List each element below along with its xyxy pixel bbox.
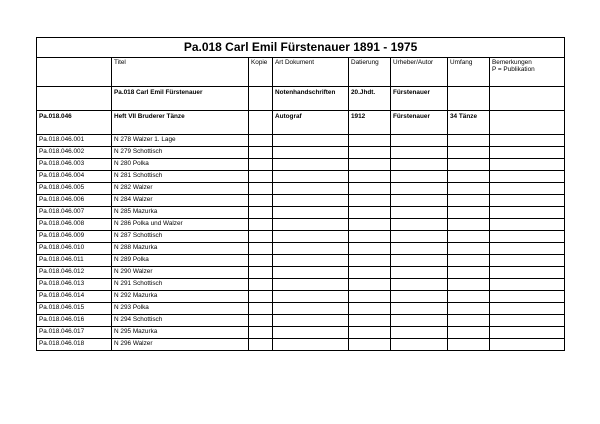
item-umfang — [448, 327, 490, 339]
item-kopie — [249, 267, 273, 279]
item-titel: N 291 Schottisch — [112, 279, 249, 291]
header-datierung: Datierung — [349, 58, 391, 87]
item-art — [273, 195, 349, 207]
heft-art: Autograf — [273, 111, 349, 135]
item-umfang — [448, 267, 490, 279]
item-urheber — [391, 231, 448, 243]
heft-urheber: Fürstenauer — [391, 111, 448, 135]
item-titel: N 293 Polka — [112, 303, 249, 315]
item-urheber — [391, 243, 448, 255]
item-signatur: Pa.018.046.015 — [37, 303, 112, 315]
item-kopie — [249, 327, 273, 339]
item-art — [273, 183, 349, 195]
item-bemerkungen — [490, 231, 565, 243]
item-signatur: Pa.018.046.001 — [37, 135, 112, 147]
table-row — [37, 171, 565, 183]
item-bemerkungen — [490, 279, 565, 291]
item-urheber — [391, 147, 448, 159]
table-row — [37, 135, 565, 147]
item-umfang — [448, 255, 490, 267]
item-umfang — [448, 195, 490, 207]
item-titel: N 281 Schottisch — [112, 171, 249, 183]
item-umfang — [448, 135, 490, 147]
item-umfang — [448, 207, 490, 219]
table-row — [37, 279, 565, 291]
item-art — [273, 339, 349, 351]
item-datierung — [349, 231, 391, 243]
item-datierung — [349, 327, 391, 339]
item-bemerkungen — [490, 171, 565, 183]
item-urheber — [391, 207, 448, 219]
item-kopie — [249, 171, 273, 183]
item-art — [273, 219, 349, 231]
item-titel: N 290 Walzer — [112, 267, 249, 279]
item-kopie — [249, 291, 273, 303]
inventory-table — [36, 37, 565, 351]
item-kopie — [249, 135, 273, 147]
item-bemerkungen — [490, 219, 565, 231]
item-datierung — [349, 171, 391, 183]
item-urheber — [391, 183, 448, 195]
item-urheber — [391, 279, 448, 291]
item-titel: N 284 Walzer — [112, 195, 249, 207]
item-datierung — [349, 267, 391, 279]
item-datierung — [349, 147, 391, 159]
header-bemerkungen — [490, 58, 565, 87]
item-urheber — [391, 291, 448, 303]
item-kopie — [249, 207, 273, 219]
header-art-dokument: Art Dokument — [273, 58, 349, 87]
item-urheber — [391, 135, 448, 147]
summary-umfang — [448, 87, 490, 111]
item-signatur: Pa.018.046.013 — [37, 279, 112, 291]
item-art — [273, 243, 349, 255]
table-row — [37, 219, 565, 231]
item-kopie — [249, 279, 273, 291]
heft-titel: Heft VII Bruderer Tänze — [112, 111, 249, 135]
item-signatur: Pa.018.046.009 — [37, 231, 112, 243]
item-signatur: Pa.018.046.012 — [37, 267, 112, 279]
table-row — [37, 243, 565, 255]
item-art — [273, 171, 349, 183]
item-titel: N 295 Mazurka — [112, 327, 249, 339]
item-datierung — [349, 159, 391, 171]
item-bemerkungen — [490, 255, 565, 267]
item-titel: N 285 Mazurka — [112, 207, 249, 219]
item-datierung — [349, 255, 391, 267]
item-art — [273, 159, 349, 171]
item-kopie — [249, 219, 273, 231]
item-bemerkungen — [490, 291, 565, 303]
table-row — [37, 339, 565, 351]
summary-row — [37, 87, 565, 111]
item-urheber — [391, 219, 448, 231]
title-row — [37, 38, 565, 58]
item-umfang — [448, 147, 490, 159]
header-titel: Titel — [112, 58, 249, 87]
table-row — [37, 327, 565, 339]
table-row — [37, 267, 565, 279]
item-datierung — [349, 135, 391, 147]
item-kopie — [249, 183, 273, 195]
header-kopie: Kopie — [249, 58, 273, 87]
item-datierung — [349, 243, 391, 255]
item-titel: N 278 Walzer 1. Lage — [112, 135, 249, 147]
table-row — [37, 315, 565, 327]
item-art — [273, 207, 349, 219]
item-titel: N 287 Schottisch — [112, 231, 249, 243]
item-art — [273, 291, 349, 303]
item-titel: N 280 Polka — [112, 159, 249, 171]
item-urheber — [391, 195, 448, 207]
item-bemerkungen — [490, 183, 565, 195]
item-signatur: Pa.018.046.006 — [37, 195, 112, 207]
item-urheber — [391, 327, 448, 339]
item-umfang — [448, 231, 490, 243]
item-umfang — [448, 315, 490, 327]
table-row — [37, 255, 565, 267]
item-art — [273, 231, 349, 243]
heft-bemerkungen — [490, 111, 565, 135]
heft-signatur: Pa.018.046 — [37, 111, 112, 135]
item-titel: N 294 Schottisch — [112, 315, 249, 327]
item-umfang — [448, 339, 490, 351]
item-datierung — [349, 291, 391, 303]
item-datierung — [349, 207, 391, 219]
item-kopie — [249, 315, 273, 327]
item-signatur: Pa.018.046.016 — [37, 315, 112, 327]
item-datierung — [349, 195, 391, 207]
item-datierung — [349, 339, 391, 351]
item-datierung — [349, 219, 391, 231]
heft-kopie — [249, 111, 273, 135]
item-signatur: Pa.018.046.014 — [37, 291, 112, 303]
item-art — [273, 315, 349, 327]
heft-umfang: 34 Tänze — [448, 111, 490, 135]
item-bemerkungen — [490, 327, 565, 339]
item-signatur: Pa.018.046.002 — [37, 147, 112, 159]
heft-row — [37, 111, 565, 135]
item-kopie — [249, 339, 273, 351]
item-signatur: Pa.018.046.011 — [37, 255, 112, 267]
item-art — [273, 135, 349, 147]
summary-art: Notenhandschriften — [273, 87, 349, 111]
summary-titel: Pa.018 Carl Emil Fürstenauer — [112, 87, 249, 111]
item-titel: N 292 Mazurka — [112, 291, 249, 303]
item-datierung — [349, 303, 391, 315]
item-umfang — [448, 171, 490, 183]
item-signatur: Pa.018.046.004 — [37, 171, 112, 183]
item-signatur: Pa.018.046.003 — [37, 159, 112, 171]
item-art — [273, 327, 349, 339]
item-datierung — [349, 315, 391, 327]
header-bemerkungen-note: P = Publikation — [492, 65, 535, 73]
header-row — [37, 58, 565, 87]
item-datierung — [349, 183, 391, 195]
item-umfang — [448, 183, 490, 195]
item-bemerkungen — [490, 339, 565, 351]
item-titel: N 282 Walzer — [112, 183, 249, 195]
item-urheber — [391, 255, 448, 267]
item-kopie — [249, 195, 273, 207]
item-urheber — [391, 171, 448, 183]
item-signatur: Pa.018.046.017 — [37, 327, 112, 339]
inventory-sheet — [36, 37, 564, 351]
table-row — [37, 291, 565, 303]
item-urheber — [391, 315, 448, 327]
summary-datierung: 20.Jhdt. — [349, 87, 391, 111]
header-signatur — [37, 58, 112, 87]
item-kopie — [249, 231, 273, 243]
item-art — [273, 303, 349, 315]
summary-kopie — [249, 87, 273, 111]
item-titel: N 296 Walzer — [112, 339, 249, 351]
item-umfang — [448, 243, 490, 255]
item-signatur: Pa.018.046.010 — [37, 243, 112, 255]
item-art — [273, 255, 349, 267]
summary-bemerkungen — [490, 87, 565, 111]
item-bemerkungen — [490, 315, 565, 327]
item-titel: N 286 Polka und Walzer — [112, 219, 249, 231]
table-row — [37, 147, 565, 159]
item-bemerkungen — [490, 159, 565, 171]
summary-signatur — [37, 87, 112, 111]
item-urheber — [391, 339, 448, 351]
item-datierung — [349, 279, 391, 291]
document-title: Pa.018 Carl Emil Fürstenauer 1891 - 1975 — [37, 38, 565, 58]
item-kopie — [249, 243, 273, 255]
table-row — [37, 303, 565, 315]
item-signatur: Pa.018.046.005 — [37, 183, 112, 195]
item-art — [273, 267, 349, 279]
header-umfang: Umfang — [448, 58, 490, 87]
heft-datierung: 1912 — [349, 111, 391, 135]
item-kopie — [249, 147, 273, 159]
item-bemerkungen — [490, 243, 565, 255]
item-titel: N 288 Mazurka — [112, 243, 249, 255]
item-signatur: Pa.018.046.008 — [37, 219, 112, 231]
header-urheber: Urheber/Autor — [391, 58, 448, 87]
table-row — [37, 183, 565, 195]
item-umfang — [448, 279, 490, 291]
item-titel: N 279 Schottisch — [112, 147, 249, 159]
item-umfang — [448, 291, 490, 303]
item-bemerkungen — [490, 267, 565, 279]
summary-urheber: Fürstenauer — [391, 87, 448, 111]
item-art — [273, 279, 349, 291]
item-umfang — [448, 159, 490, 171]
header-bemerkungen-label: Bemerkungen — [492, 59, 532, 66]
item-bemerkungen — [490, 135, 565, 147]
item-urheber — [391, 159, 448, 171]
table-row — [37, 207, 565, 219]
item-signatur: Pa.018.046.007 — [37, 207, 112, 219]
item-signatur: Pa.018.046.018 — [37, 339, 112, 351]
table-row — [37, 159, 565, 171]
item-kopie — [249, 255, 273, 267]
item-umfang — [448, 219, 490, 231]
item-urheber — [391, 303, 448, 315]
item-art — [273, 147, 349, 159]
item-bemerkungen — [490, 147, 565, 159]
item-kopie — [249, 159, 273, 171]
table-row — [37, 231, 565, 243]
item-umfang — [448, 303, 490, 315]
item-kopie — [249, 303, 273, 315]
item-bemerkungen — [490, 207, 565, 219]
table-row — [37, 195, 565, 207]
item-bemerkungen — [490, 303, 565, 315]
item-titel: N 289 Polka — [112, 255, 249, 267]
item-urheber — [391, 267, 448, 279]
item-bemerkungen — [490, 195, 565, 207]
